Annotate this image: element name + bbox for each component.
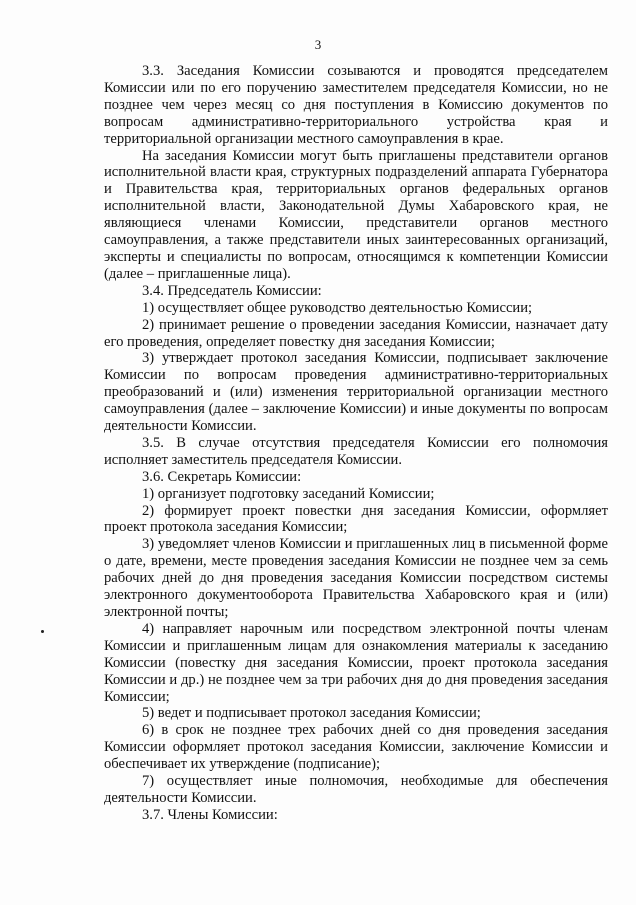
paragraph-3-4-heading: 3.4. Председатель Комиссии: bbox=[142, 282, 322, 299]
scan-speck bbox=[41, 630, 44, 633]
paragraph-3-4-item-1: 1) осуществляет общее руководство деятельностью Комиссии; bbox=[142, 299, 533, 316]
paragraph-3-3: 3.3. Заседания Комиссии созываются и проводятся председателем Комиссии или по его поручению заместителем председателя Комиссии, но не позднее чем через месяц со дня поступления в Комиссию документов по вопросам административно-территориального устройства края и территориальной организации местного самоуправления в крае. bbox=[104, 63, 608, 147]
paragraph-invited-persons: На заседания Комиссии могут быть приглашены представители органов исполнительной власти края, структурных подразделений аппарата Губернатора и Правительства края, территориальных органов федеральных органов исполнительной власти, Законодательной Думы Хабаровского края, не являющиеся членами Комиссии, представители органов местного самоуправления, а также представители иных заинтересованных организаций, эксперты и специалисты по вопросам, относящимся к компетенции Комиссии (далее – приглашенные лица). bbox=[104, 147, 608, 282]
paragraph-3-6-item-7: 7) осуществляет иные полномочия, необходимые для обеспечения деятельности Комиссии. bbox=[104, 773, 608, 806]
paragraph-3-6-item-3: 3) уведомляет членов Комиссии и приглашенных лиц в письменной форме о дате, времени, месте проведения заседания Комиссии не позднее чем за семь рабочих дней до дня проведения заседания Комиссии посредством системы электронного документооборота Правительства Хабаровского края и (или) электронной почты; bbox=[104, 536, 608, 620]
paragraph-3-4-item-3: 3) утверждает протокол заседания Комиссии, подписывает заключение Комиссии по вопросам проведения административно-территориальных преобразований и (или) изменения территориальной организации местного самоуправления (далее – заключение Комиссии) и иные документы по вопросам деятельности Комиссии. bbox=[104, 350, 608, 435]
paragraph-3-6-item-6: 6) в срок не позднее трех рабочих дней со дня проведения заседания Комиссии оформляет протокол заседания Комиссии, заключение Комиссии и обеспечивает их утверждение (подписание); bbox=[104, 722, 608, 773]
document-body bbox=[104, 63, 608, 824]
paragraph-3-5: 3.5. В случае отсутствия председателя Комиссии его полномочия исполняет заместитель председателя Комиссии. bbox=[104, 434, 608, 468]
paragraph-3-6-item-4: 4) направляет нарочным или посредством электронной почты членам Комиссии и приглашенным лицам для ознакомления материалы к заседанию Комиссии (повестку дня заседания Комиссии, проект протокола заседания Комиссии и др.) не позднее чем за три рабочих дня до дня проведения заседания Комиссии; bbox=[104, 620, 608, 705]
paragraph-3-7-heading: 3.7. Члены Комиссии: bbox=[142, 806, 278, 823]
paragraph-3-6-item-5: 5) ведет и подписывает протокол заседания Комиссии; bbox=[142, 705, 481, 722]
paragraph-3-6-heading: 3.6. Секретарь Комиссии: bbox=[142, 468, 302, 485]
paragraph-3-6-item-2: 2) формирует проект повестки дня заседания Комиссии, оформляет проект протокола заседания Комиссии; bbox=[104, 502, 608, 536]
page-number: 3 bbox=[314, 37, 322, 52]
paragraph-3-6-item-1: 1) организует подготовку заседаний Комиссии; bbox=[142, 485, 435, 502]
paragraph-3-4-item-2: 2) принимает решение о проведении заседания Комиссии, назначает дату его проведения, определяет повестку дня заседания Комиссии; bbox=[104, 316, 608, 350]
